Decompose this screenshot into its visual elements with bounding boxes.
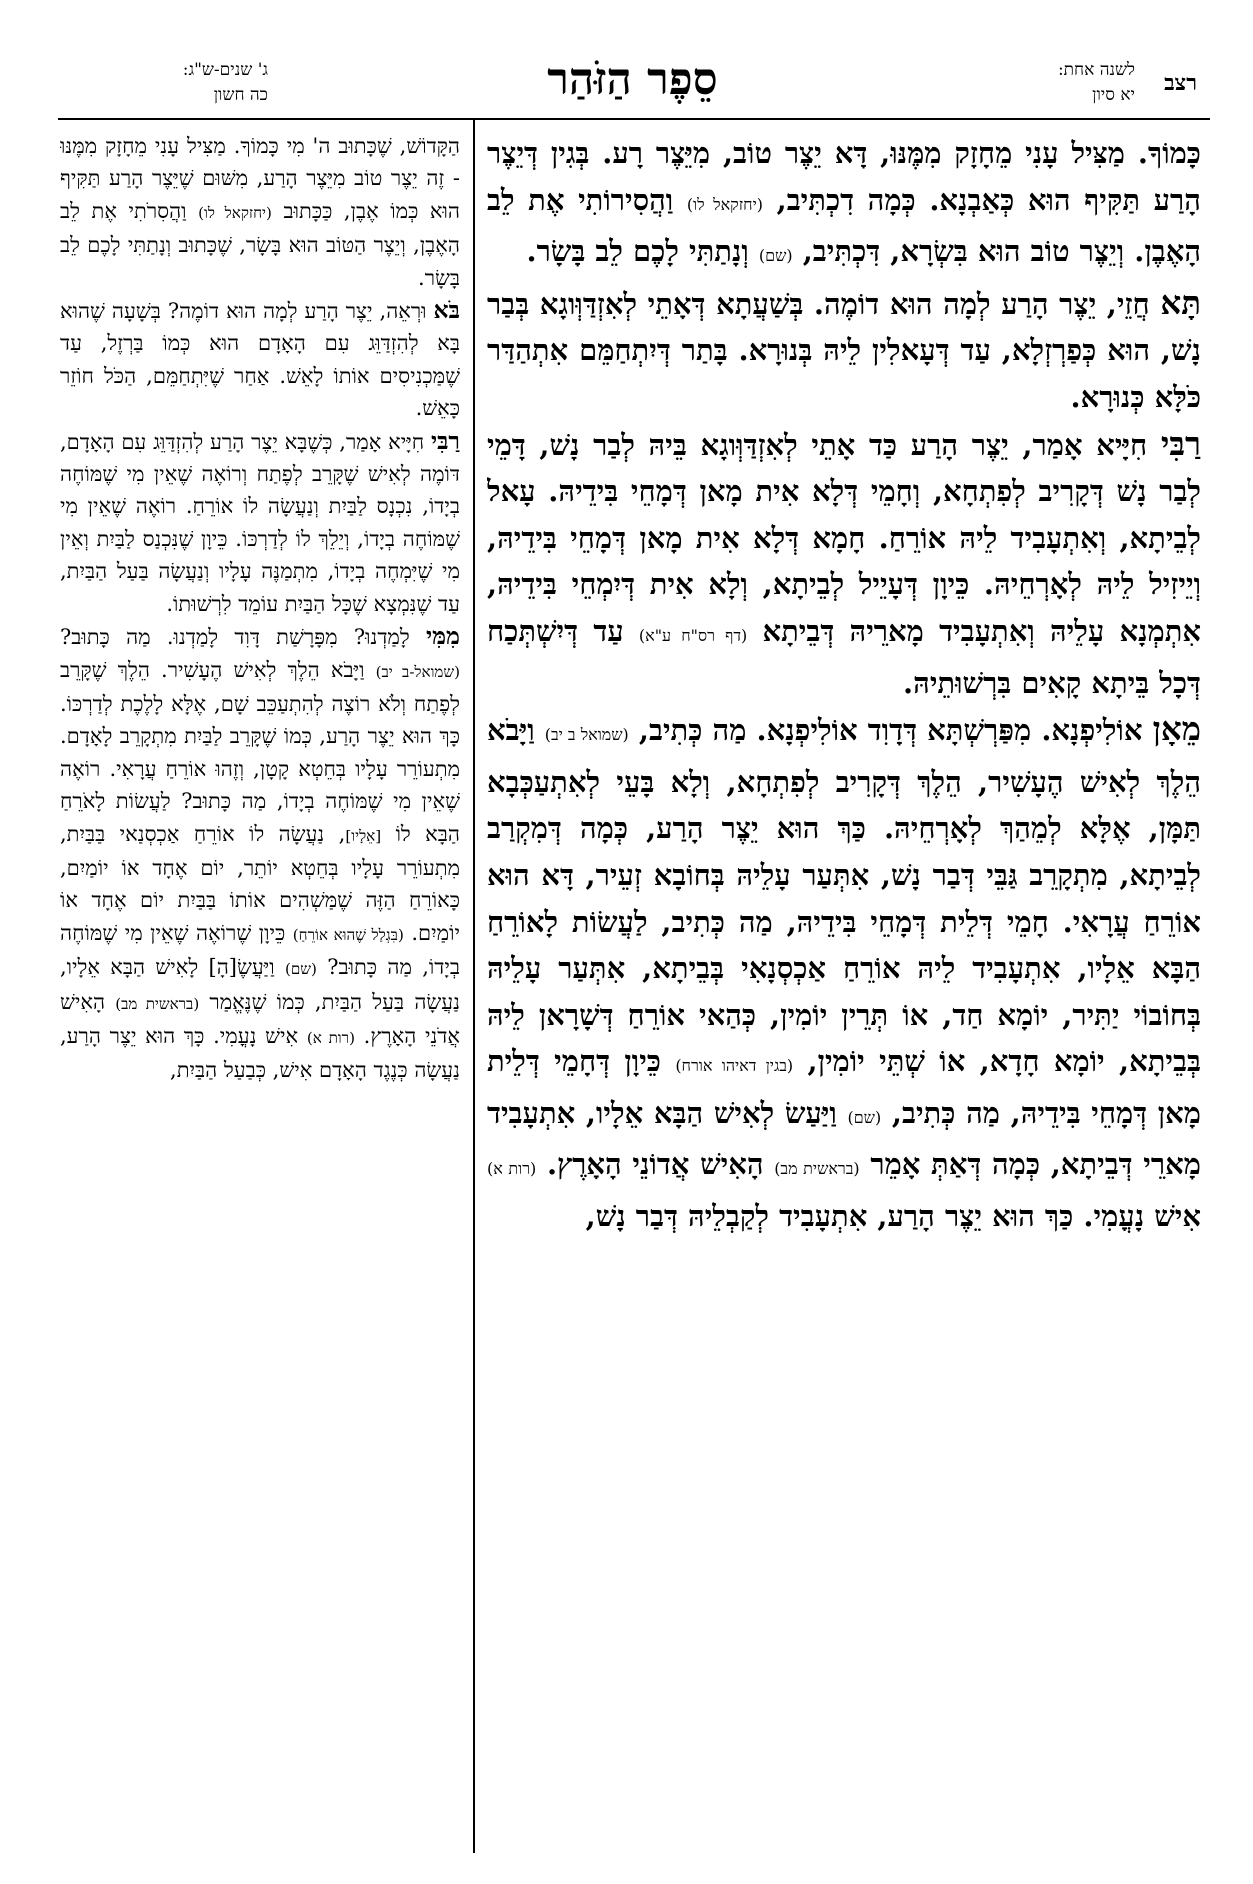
source-ref: (יחזקאל לו): [686, 194, 763, 214]
source-ref: [אֵלָיו]: [345, 826, 382, 845]
source-ref: (בראשית מב): [115, 994, 200, 1013]
source-ref: (שם): [758, 246, 793, 266]
source-ref: (בגין דאיהו אורח): [675, 1056, 794, 1076]
paragraph: מִמִּי לָמַדְנוּ? מִפָּרָשַׁת דָּוִד לָמַדְנוּ. מַה כָּתוּב? (שמואל-ב יב) וַיָּבֹא הֵלֶךְ לְאִישׁ הֶעָשִׁיר. הֵלֶךְ שֶׁקָּרֵב לְפֶתַח וְלֹא רוֹצֶה לְהִתְעַכֵּב שָׁם, אֶלָּא לָלֶכֶת לְדַרְכּוֹ. כָּךְ הוּא יֵצֶר הָרַע, כְּמוֹ שֶׁקָּרֵב לַבַּיִת מִתְקָרֵב לָאָדָם. מִתְעוֹרֵר עָלָיו בְּחֵטְא קָטָן, וְזֶהוּ אוֹרֵחַ עֲרָאִי. רוֹאֶה שֶׁאֵין מִי שֶׁמּוֹחֶה בְיָדוֹ, מַה כָּתוּב? לַעֲשׂוֹת לָאֹרֵחַ הַבָּא לוֹ [אֵלָיו], נַעֲשָׂה לוֹ אוֹרֵחַ אַכְסְנַאי בַּבַּיִת, מִתְעוֹרֵר עָלָיו בְּחֵטְא יוֹתֵר, יוֹם אֶחָד אוֹ יוֹמַיִם, כָּאוֹרֵחַ הַזֶּה שֶׁמַּשְׁהִים אוֹתוֹ בַּבַּיִת יוֹם אֶחָד אוֹ יוֹמַיִם. (בִּגְלַל שֶׁהוּא אוֹרֵחַ) כֵּיוָן שֶׁרוֹאֶה שֶׁאֵין מִי שֶׁמּוֹחֶה בְיָדוֹ, מַה כָּתוּב? (שם) וַיַּעֲשֶׂ[הָ] לָאִישׁ הַבָּא אֵלָיו, נַעֲשָׂה בַּעַל הַבַּיִת, כְּמוֹ שֶׁנֶּאֱמַר (בראשית מב) הָאִישׁ אֲדֹנֵי הָאָרֶץ. (רות א) אִישׁ נָעֳמִי. כָּךְ הוּא יֵצֶר הָרַע, נַעֲשָׂה כְּנֶגֶד הָאָדָם אִישׁ, כְּבַעַל הַבַּיִת,: [60, 622, 460, 1083]
source-ref: (רות א): [306, 1028, 355, 1047]
book-title: סֵפֶר הַזֹּהַר: [547, 54, 718, 105]
schedule-date-left: כה חשון: [213, 85, 268, 105]
paragraph: תָּא חֲזֵי, יֵצֶר הָרַע לְמָה הוּא דוֹמֶה. בְּשַׁעֲתָא דְּאָתֵי לְאִזְדַּוְּוגָא בְּבַר נָשׁ, הוּא כְּפַרְזְלָא, עַד דְּעָאלִין לֵיהּ בְּנוּרָא. בָּתַר דְּיִתְחַמֵּם אִתְהַדַּר כֹּלָּא כְּנוּרָא.: [487, 283, 1201, 414]
page-header: [60, 54, 1205, 116]
lead-word: מֵאָן: [1152, 710, 1201, 749]
lead-word: תָּא: [1160, 283, 1201, 322]
source-ref: (שמואל-ב יב): [375, 662, 460, 681]
lead-word: מִמִּי: [425, 622, 460, 651]
source-ref: (רות א): [487, 1159, 537, 1179]
folio-ref: (דף רס"ח ע"א): [638, 625, 748, 645]
source-ref: (יחזקאל לו): [198, 203, 272, 222]
schedule-one-year: לשנה אחת:: [1057, 60, 1135, 80]
hebrew-translation-column: [60, 130, 460, 1850]
lead-word: רַבִּי: [1160, 424, 1201, 463]
schedule-three-year: ג' שנים-ש"ג:: [182, 60, 268, 80]
paragraph: רַבִּי חִיָּיא אָמַר, יֵצֶר הָרַע כַּד אָתֵי לְאִזְדַּוְּוגָא בֵּיהּ לְבַר נָשׁ, דָּמֵי לְבַר נָשׁ דְּקָרִיב לְפִתְחָא, וְחָמֵי דְּלָא אִית מָאן דְּמָחֵי בִּידֵיהּ. עָאל לְבֵיתָא, וְאִתְעָבִיד לֵיהּ אוֹרֵחַ. חָמָא דְּלָא אִית מָאן דְּמָחֵי בִּידֵיהּ, וְיֵיזִיל לֵיהּ לְאָרְחֵיהּ. כֵּיוָן דְּעָיֵיל לְבֵיתָא, וְלָא אִית דְּיִמְחֵי בִּידֵיהּ, אִתְמְנָא עָלֵיהּ וְאִתְעָבִיד מָארֵיהּ דְּבֵיתָא (דף רס"ח ע"א) עַד דְּיִשְׁתְּכַח דְּכָל בֵּיתָא קָאִים בִּרְשׁוּתֵיהּ.: [487, 424, 1201, 700]
paragraph: כָּמוֹךָ. מַצִּיל עָנִי מֵחָזָק מִמֶּנּוּ, דָּא יֵצֶר טוֹב, מִיֵּצֶר רָע. בְּגִין דְּיֵצֶר הָרַע תַּקִּיף הוּא כְּאַבְנָא. כְּמָה דִכְתִּיב, (יחזקאל לו) וַהֲסִירוֹתִי אֶת לֵב הָאֶבֶן. וְיֵצֶר טוֹב הוּא בִּשְׂרָא, דִּכְתִּיב, (שם) וְנָתַתִּי לָכֶם לֵב בָּשָׂר.: [487, 136, 1201, 269]
paragraph: בֹּא וּרְאֵה, יֵצֶר הָרַע לְמָה הוּא דוֹמֶה? בְּשָׁעָה שֶׁהוּא בָּא לְהִזְדַּוֵּג עִם הָאָדָם הוּא כְּמוֹ בַּרְזֶל, עַד שֶׁמַּכְנִיסִים אוֹתוֹ לָאֵשׁ. אַחַר שֶׁיִּתְחַמֵּם, הַכֹּל חוֹזֵר כָּאֵשׁ.: [60, 296, 460, 421]
source-ref: (שם): [847, 1107, 882, 1127]
source-ref: (שם): [284, 960, 317, 979]
study-schedule-left: [68, 58, 268, 108]
lead-word: בֹּא: [433, 296, 460, 325]
paragraph: רַבִּי חִיָּיא אָמַר, כְּשֶׁבָּא יֵצֶר הָרַע לְהִזְדַּוֵּג עִם הָאָדָם, דּוֹמֶה לְאִישׁ שֶׁקָּרֵב לְפֶתַח וְרוֹאֶה שֶׁאֵין מִי שֶׁמּוֹחֶה בְיָדוֹ, נִכְנָס לַבַּיִת וְנַעֲשָׂה לוֹ אוֹרֵחַ. רוֹאֶה שֶׁאֵין מִי שֶׁמּוֹחֶה בְיָדוֹ, וְיֵלֵךְ לוֹ לְדַרְכּוֹ. כֵּיוָן שֶׁנִּכְנַס לַבַּיִת וְאֵין מִי שֶׁיִּמְחֶה בְיָדוֹ, מִתְמַנֶּה עָלָיו וְנַעֲשָׂה בַּעַל הַבַּיִת, עַד שֶׁנִּמְצָא שֶׁכָּל הַבַּיִת עוֹמֵד לִרְשׁוּתוֹ.: [60, 426, 460, 616]
aramaic-column: [487, 130, 1201, 1850]
column-divider: [473, 118, 475, 1853]
source-ref: (בראשית מב): [774, 1159, 860, 1179]
source-ref: (שמואל ב יב): [544, 725, 629, 745]
schedule-date-right: יא סיון: [1092, 85, 1135, 105]
paragraph: הַקָּדוֹשׁ, שֶׁכָּתוּב ה' מִי כָּמוֹךָ. מַצִּיל עָנִי מֵחָזָק מִמֶּנּוּ - זֶה יֵצֶר טוֹב מִיֵּצֶר הָרַע, מִשּׁוּם שֶׁיֵּצֶר הָרַע תַּקִּיף הוּא כְּמוֹ אֶבֶן, כַּכָּתוּב (יחזקאל לו) וַהֲסִרֹתִי אֶת לֵב הָאֶבֶן, וְיֵצֶר הַטּוֹב הוּא בָּשָׂר, שֶׁכָּתוּב וְנָתַתִּי לָכֶם לֵב בָּשָׂר.: [60, 134, 460, 290]
lead-word: רַבִּי: [430, 426, 460, 455]
header-rule: [58, 118, 1210, 120]
page-number: רצב: [1164, 70, 1197, 96]
paragraph: מֵאָן אוֹלִיפְנָא. מִפַּרְשְׁתָּא דְּדָוִד אוֹלִיפְנָא. מַה כְּתִיב, (שמואל ב יב) וַיָּבֹא הֵלֶךְ לְאִישׁ הֶעָשִׁיר, הֵלֶךְ דְּקָרִיב לְפִתְחָא, וְלָא בָּעֵי לְאִתְעַכְּבָא תַּמָּן, אֶלָּא לְמֵהַךְ לְאָרְחֵיהּ. כַּךְ הוּא יֵצֶר הָרַע, כְּמָה דְּמִקְרַב לְבֵיתָא, מִתְקָרֵב גַּבֵּי דְּבַר נָשׁ, אִתְּעַר עָלֵיהּ בְּחוֹבָא זְעֵיר, דָּא הוּא אוֹרֵחַ עֲרָאִי. חָמֵי דְּלֵית דְּמָחֵי בִּידֵיהּ, מַה כְּתִיב, לַעֲשׂוֹת לָאוֹרֵחַ הַבָּא אֵלָיו, אִתְעָבִיד לֵיהּ אוֹרֵחַ אַכְסְנָאִי בְּבֵיתָא, אִתְּעַר עָלֵיהּ בְּחוֹבוֹי יַתִּיר, יוֹמָא חַד, אוֹ תְּרֵין יוֹמִין, כְּהַאי אוֹרֵחַ דְּשָׁרָאן לֵיהּ בְּבֵיתָא, יוֹמָא חָדָא, אוֹ שְׁתֵּי יוֹמִין, (בגין דאיהו אורח) כֵּיוָן דְּחָמֵי דְּלֵית מָאן דְּמָחֵי בִּידֵיהּ, מַה כְּתִיב, (שם) וַיַּעַשׂ לְאִישׁ הַבָּא אֵלָיו, אִתְעָבִיד מָארֵי דְּבֵיתָא, כְּמָה דְּאַתְּ אָמֵר (בראשית מב) הָאִישׁ אֲדוֹנֵי הָאָרֶץ. (רות א) אִישׁ נָעֳמִי. כַּךְ הוּא יֵצֶר הָרַע, אִתְעָבִיד לְקַבְלֵיהּ דְּבַר נָשׁ,: [487, 710, 1201, 1234]
source-ref: (בִּגְלַל שֶׁהוּא אוֹרֵחַ): [292, 925, 404, 944]
